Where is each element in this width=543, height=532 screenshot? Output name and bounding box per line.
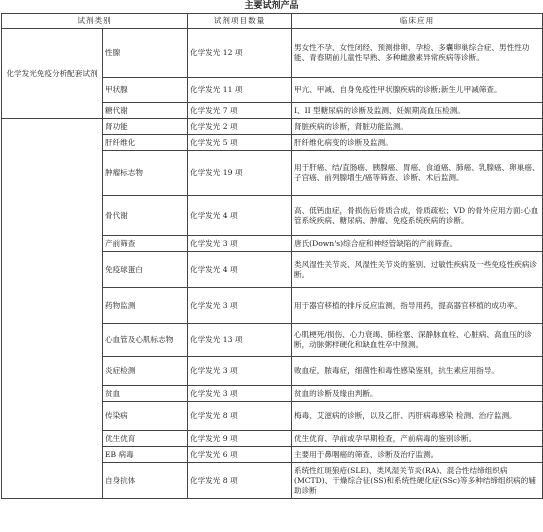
- subcategory-cell: 药物监测: [103, 288, 188, 324]
- header-count: 试剂项目数量: [188, 14, 292, 29]
- subcategory-cell: 贫血: [103, 386, 188, 402]
- category-cell: 化学发光免疫分析配套试剂: [2, 29, 103, 119]
- application-cell: 用于肝癌、结/直肠癌、胰腺癌、胃癌、食道癌、肺癌、乳腺癌、卵巢癌、子宫癌、前列腺增生/癌等筛查、诊断、术后监测。: [292, 151, 543, 196]
- application-cell: 主要用于鼻咽癌的筛查、诊断及治疗监测。: [292, 447, 543, 463]
- subcategory-cell: 糖代谢: [103, 103, 188, 119]
- header-row: [2, 14, 543, 29]
- subcategory-cell: 优生优育: [103, 431, 188, 447]
- application-cell: I、II 型糖尿病的诊断及监测、妊娠期高血压检测。: [292, 103, 543, 119]
- count-cell: 化学发光 5 项: [188, 135, 292, 151]
- count-cell: 化学发光 13 项: [188, 324, 292, 357]
- application-cell: 梅毒、艾滋病的诊断，以及乙肝、丙肝病毒感染 检测、治疗监测。: [292, 402, 543, 431]
- count-cell: 化学发光 19 项: [188, 151, 292, 196]
- header-category: 试剂类别: [2, 14, 188, 29]
- count-cell: 化学发光 3 项: [188, 288, 292, 324]
- application-cell: 肝纤维化病变的诊断及监测。: [292, 135, 543, 151]
- table-row: [2, 29, 543, 78]
- application-cell: 败血症，脓毒症，细菌性和毒性感染鉴别，抗生素应用指导。: [292, 357, 543, 386]
- category-cell: [2, 119, 103, 499]
- subcategory-cell: 自身抗体: [103, 463, 188, 499]
- count-cell: 化学发光 3 项: [188, 236, 292, 252]
- subcategory-cell: EB 病毒: [103, 447, 188, 463]
- subcategory-cell: 性腺: [103, 29, 188, 78]
- application-cell: 类风湿性关节炎、风湿性关节炎的鉴别、过敏性疾病及一些免疫性疾病诊断。: [292, 252, 543, 288]
- application-cell: 用于器官移植的排斥反应监测，指导用药，提高器官移植的成功率。: [292, 288, 543, 324]
- subcategory-cell: 心血管及心肌标志物: [103, 324, 188, 357]
- table-body: [2, 29, 543, 499]
- subcategory-cell: 免疫球蛋白: [103, 252, 188, 288]
- application-cell: 高、低钙血症，骨损伤后骨质合成，骨质疏松；VD 的骨外应用方面:心血管系统疾病、糖尿病、肿瘤、免疫系统疾病的诊断。: [292, 196, 543, 236]
- subcategory-cell: 产前筛查: [103, 236, 188, 252]
- subcategory-cell: 甲状腺: [103, 78, 188, 103]
- application-cell: 贫血的诊断及缘由判断。: [292, 386, 543, 402]
- subcategory-cell: 传染病: [103, 402, 188, 431]
- count-cell: 化学发光 12 项: [188, 29, 292, 78]
- subcategory-cell: 炎症检测: [103, 357, 188, 386]
- application-cell: 甲亢、甲减、自身免疫性甲状腺疾病的诊断;新生儿甲减筛查。: [292, 78, 543, 103]
- count-cell: 化学发光 9 项: [188, 431, 292, 447]
- products-table: [1, 13, 543, 499]
- count-cell: 化学发光 11 项: [188, 78, 292, 103]
- count-cell: 化学发光 4 项: [188, 252, 292, 288]
- application-cell: 心肌梗死/损伤、心力衰竭、肺栓塞、深静脉血栓、心脏病、高血压的诊断，动脉粥样硬化和缺血性卒中预测。: [292, 324, 543, 357]
- subcategory-cell: 肾功能: [103, 119, 188, 135]
- count-cell: 化学发光 6 项: [188, 447, 292, 463]
- count-cell: 化学发光 3 项: [188, 357, 292, 386]
- count-cell: 化学发光 7 项: [188, 103, 292, 119]
- application-cell: 唐氏(Down's)综合症和神经管缺陷的产前筛查。: [292, 236, 543, 252]
- count-cell: 化学发光 3 项: [188, 386, 292, 402]
- count-cell: 化学发光 8 项: [188, 402, 292, 431]
- table-row: [2, 119, 543, 135]
- count-cell: 化学发光 2 项: [188, 119, 292, 135]
- subcategory-cell: 骨代谢: [103, 196, 188, 236]
- header-application: 临床应用: [292, 14, 543, 29]
- application-cell: 优生优育、孕前或孕早期检查，产前病毒的鉴别诊断。: [292, 431, 543, 447]
- subcategory-cell: 肿瘤标志物: [103, 151, 188, 196]
- subcategory-cell: 肝纤维化: [103, 135, 188, 151]
- count-cell: 化学发光 4 项: [188, 196, 292, 236]
- document-title: 主要试剂产品: [244, 1, 299, 11]
- application-cell: 肾脏疾病的诊断，肾脏功能监测。: [292, 119, 543, 135]
- count-cell: 化学发光 8 项: [188, 463, 292, 499]
- application-cell: 系统性红斑狼疮(SLE)、类风湿关节炎(RA)、混合性结缔组织病(MCTD)、干燥综合征(SS)和系统性硬化症(SSc)等多种结缔组织病的辅助诊断: [292, 463, 543, 499]
- application-cell: 男女性不孕、女性闭经、预测排卵、孕检、多囊卵巢综合症、男性性功能、青春期前儿童性早熟、多种雌激素异常疾病等诊断。: [292, 29, 543, 78]
